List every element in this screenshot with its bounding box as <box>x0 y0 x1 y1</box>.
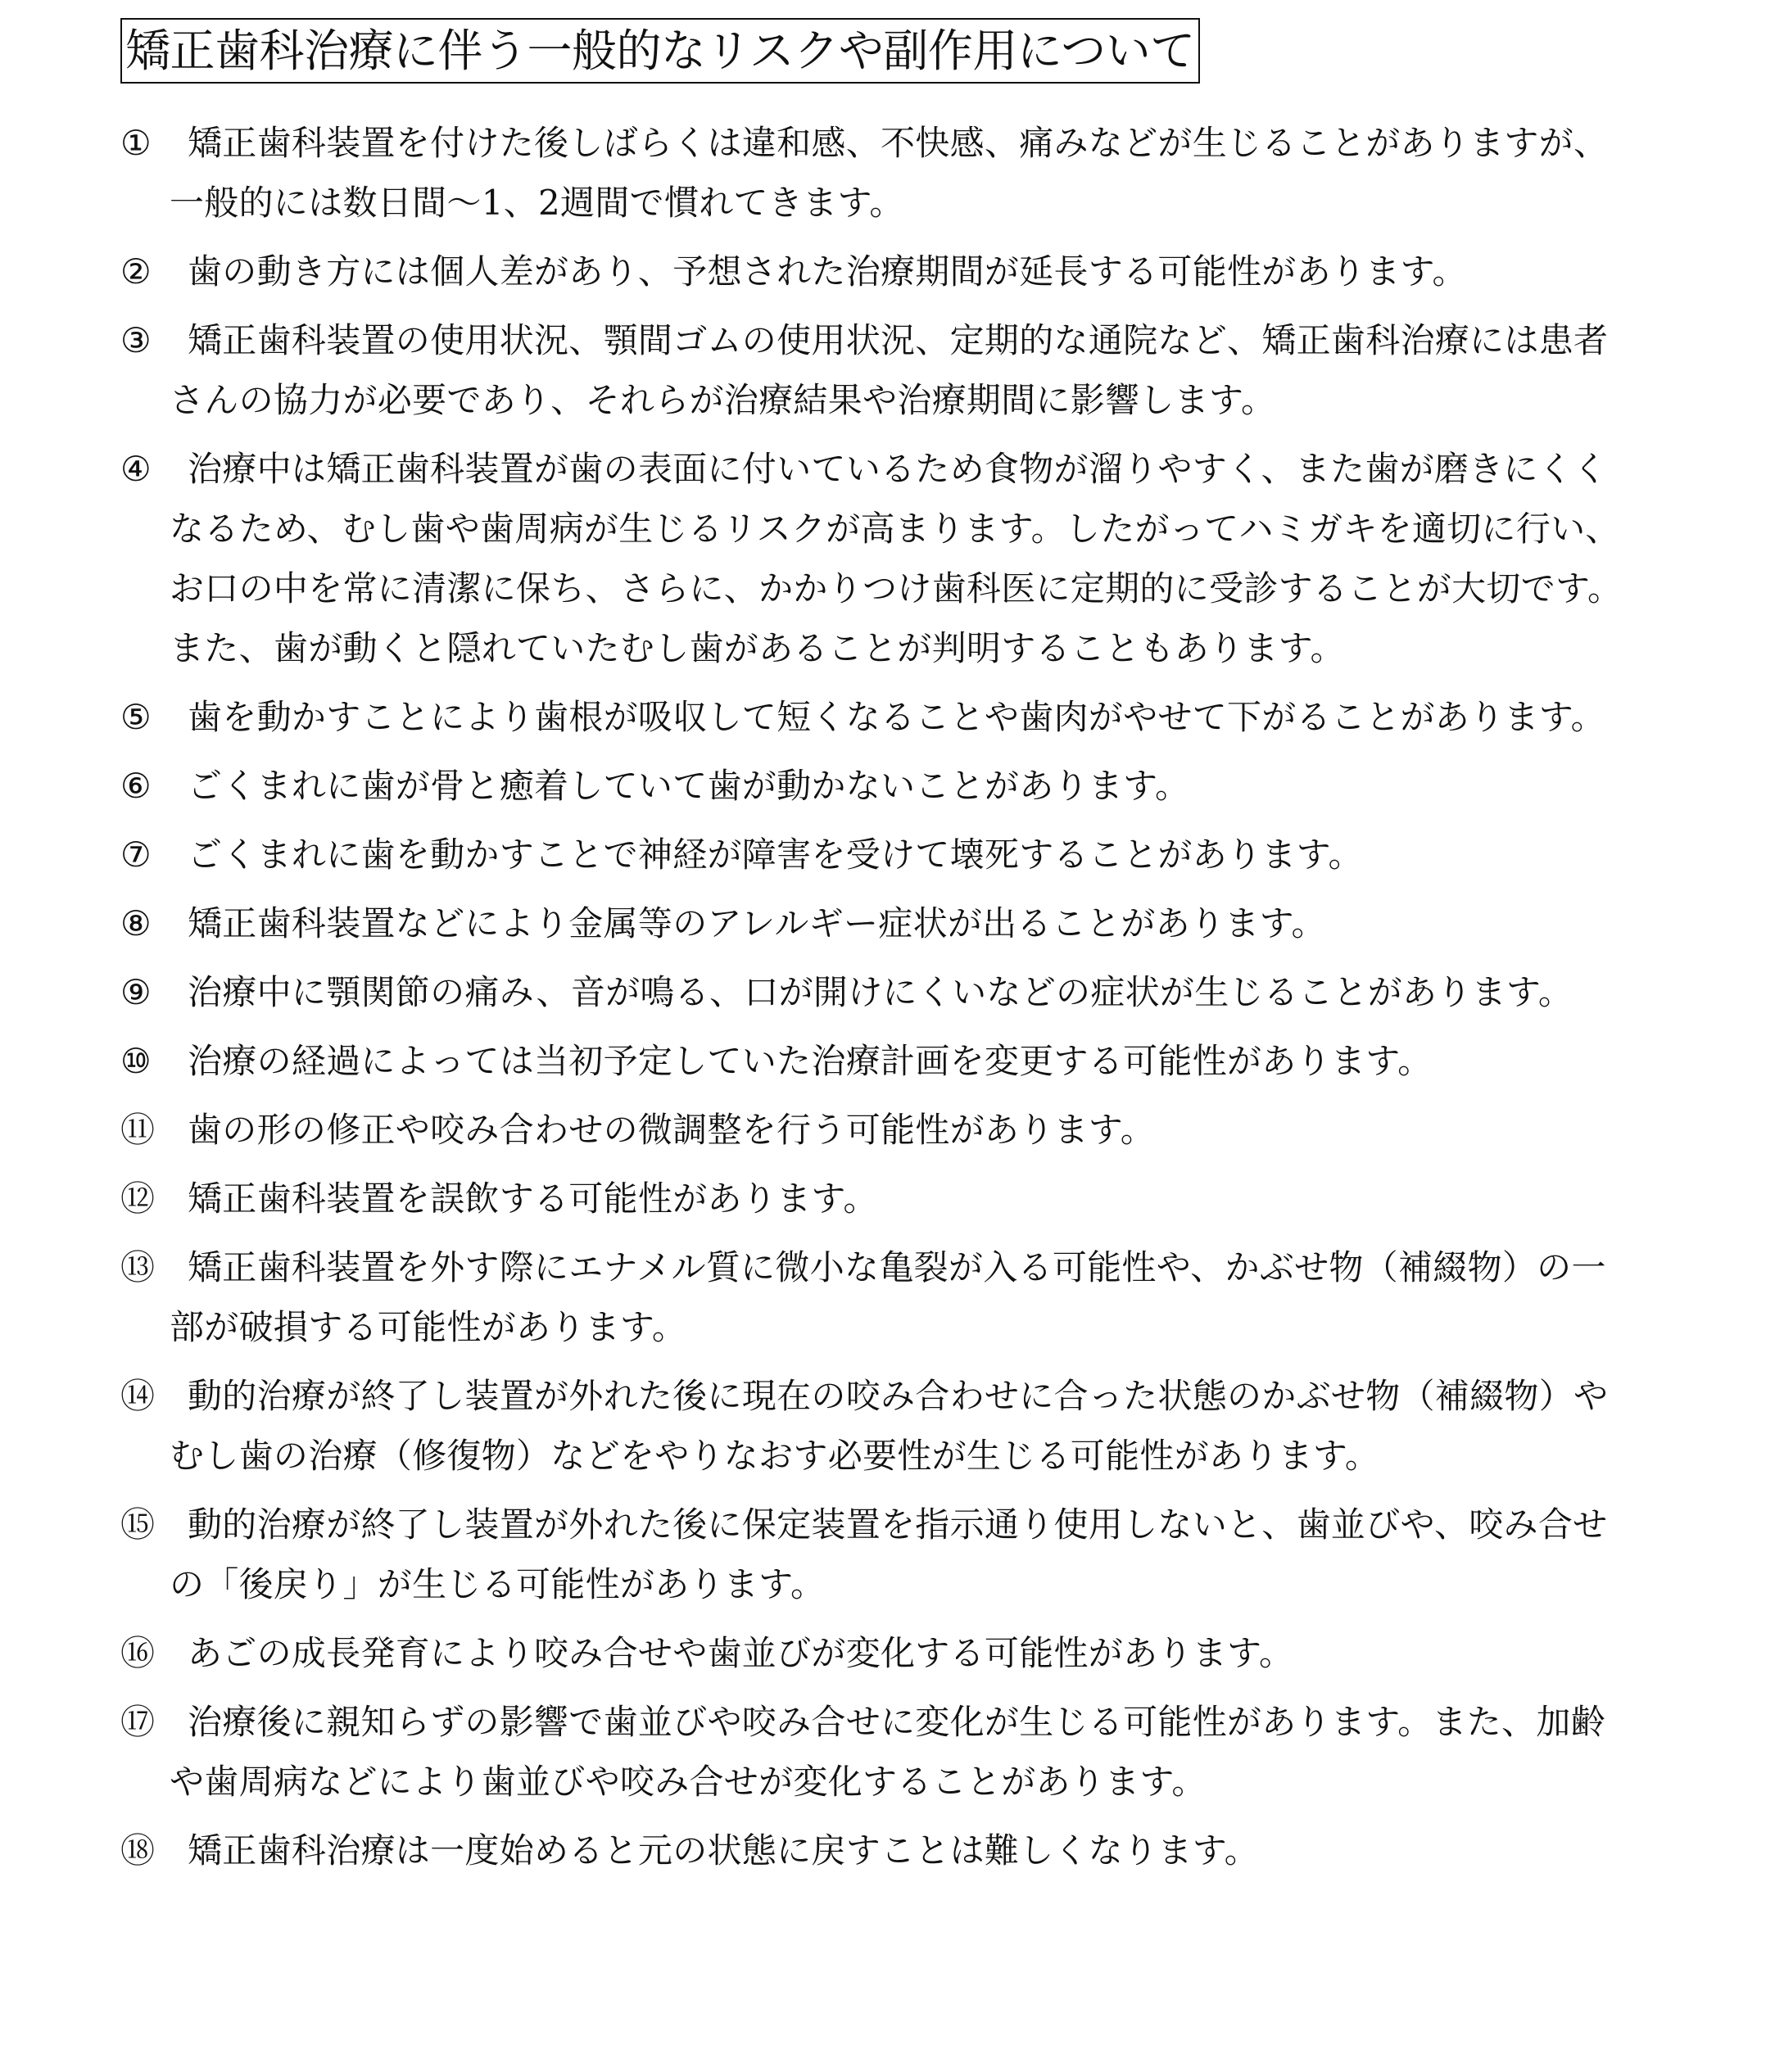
item-text-line: 矯正歯科治療は一度始めると元の状態に戻すことは難しくなります。 <box>188 1830 1259 1871</box>
item-text-line: ごくまれに歯を動かすことで神経が障害を受けて壊死することがあります。 <box>188 835 1363 875</box>
item-text-line: お口の中を常に清潔に保ち、さらに、かかりつけ歯科医に定期的に受診することが大切です。 <box>170 568 1623 608</box>
risk-item <box>120 1100 1746 1160</box>
risk-item <box>120 310 1746 430</box>
item-text-line: 矯正歯科装置などにより金属等のアレルギー症状が出ることがあります。 <box>188 903 1326 943</box>
risk-item <box>120 756 1746 816</box>
risk-item <box>120 439 1746 678</box>
document-title: 矯正歯科治療に伴う一般的なリスクや副作用について <box>120 18 1200 84</box>
risk-item <box>120 962 1746 1022</box>
item-text-line: 矯正歯科装置を誤飲する可能性があります。 <box>188 1179 878 1219</box>
item-number: ⑧ <box>120 903 152 943</box>
risk-item <box>120 1031 1746 1091</box>
item-text-line: 動的治療が終了し装置が外れた後に現在の咬み合わせに合った状態のかぶせ物（補綴物）や <box>188 1376 1609 1416</box>
item-number: ⑩ <box>120 1041 152 1081</box>
item-number: ⑬ <box>120 1247 156 1287</box>
item-number: ⑤ <box>120 697 152 737</box>
item-text-line: また、歯が動くと隠れていたむし歯があることが判明することもあります。 <box>170 628 1345 668</box>
item-number: ③ <box>120 320 152 360</box>
item-text-line: 矯正歯科装置を外す際にエナメル質に微小な亀裂が入る可能性や、かぶせ物（補綴物）の一 <box>188 1247 1606 1287</box>
item-number: ④ <box>120 449 152 489</box>
item-text-line: さんの協力が必要であり、それらが治療結果や治療期間に影響します。 <box>170 380 1276 420</box>
item-number: ⑭ <box>120 1376 156 1416</box>
item-text-line: 部が破損する可能性があります。 <box>170 1307 687 1347</box>
item-text-line: 治療中に顎関節の痛み、音が鳴る、口が開けにくいなどの症状が生じることがあります。 <box>188 972 1573 1012</box>
risk-item <box>120 893 1746 953</box>
risk-item <box>120 1692 1746 1812</box>
item-text-line: 歯の動き方には個人差があり、予想された治療期間が延長する可能性があります。 <box>188 251 1467 292</box>
item-text-line: あごの成長発育により咬み合せや歯並びが変化する可能性があります。 <box>188 1633 1294 1673</box>
risk-list <box>120 113 1746 1889</box>
item-text-line: 治療の経過によっては当初予定していた治療計画を変更する可能性があります。 <box>188 1041 1433 1081</box>
item-text-line: 歯の形の修正や咬み合わせの微調整を行う可能性があります。 <box>188 1110 1156 1150</box>
item-text-line: 矯正歯科装置を付けた後しばらくは違和感、不快感、痛みなどが生じることがありますが、 <box>188 123 1609 163</box>
risk-item <box>120 1366 1746 1486</box>
item-number: ⑦ <box>120 835 152 875</box>
risk-item <box>120 1821 1746 1880</box>
item-number: ⑫ <box>120 1179 156 1219</box>
item-text-line: の「後戻り」が生じる可能性があります。 <box>170 1564 826 1604</box>
risk-item <box>120 825 1746 884</box>
item-text-line: なるため、むし歯や歯周病が生じるリスクが高まります。したがってハミガキを適切に行い、 <box>170 509 1620 549</box>
risk-item <box>120 242 1746 301</box>
item-number: ② <box>120 251 152 292</box>
item-text-line: や歯周病などにより歯並びや咬み合せが変化することがあります。 <box>170 1762 1207 1802</box>
item-text-line: ごくまれに歯が骨と癒着していて歯が動かないことがあります。 <box>188 766 1190 806</box>
item-number: ⑪ <box>120 1110 156 1150</box>
item-text-line: 矯正歯科装置の使用状況、顎間ゴムの使用状況、定期的な通院など、矯正歯科治療には患者 <box>188 320 1609 360</box>
risk-item <box>120 687 1746 747</box>
item-text-line: むし歯の治療（修復物）などをやりなおす必要性が生じる可能性があります。 <box>170 1436 1380 1476</box>
risk-item <box>120 1237 1746 1357</box>
item-text-line: 歯を動かすことにより歯根が吸収して短くなることや歯肉がやせて下がることがあります。 <box>188 697 1605 737</box>
item-number: ⑱ <box>120 1830 156 1871</box>
item-number: ⑰ <box>120 1702 156 1742</box>
item-number: ① <box>120 123 152 163</box>
item-number: ⑥ <box>120 766 152 806</box>
item-number: ⑯ <box>120 1633 156 1673</box>
risk-item <box>120 113 1746 233</box>
item-number: ⑨ <box>120 972 152 1012</box>
item-text-line: 一般的には数日間～1、2週間で慣れてきます。 <box>170 183 904 223</box>
risk-item <box>120 1169 1746 1228</box>
item-number: ⑮ <box>120 1504 156 1545</box>
risk-item <box>120 1623 1746 1683</box>
item-text-line: 治療中は矯正歯科装置が歯の表面に付いているため食物が溜りやすく、また歯が磨きにくく <box>188 449 1608 489</box>
item-text-line: 動的治療が終了し装置が外れた後に保定装置を指示通り使用しないと、歯並びや、咬み合せ <box>188 1504 1608 1545</box>
item-text-line: 治療後に親知らずの影響で歯並びや咬み合せに変化が生じる可能性があります。また、加齢 <box>188 1702 1605 1742</box>
risk-item <box>120 1495 1746 1614</box>
